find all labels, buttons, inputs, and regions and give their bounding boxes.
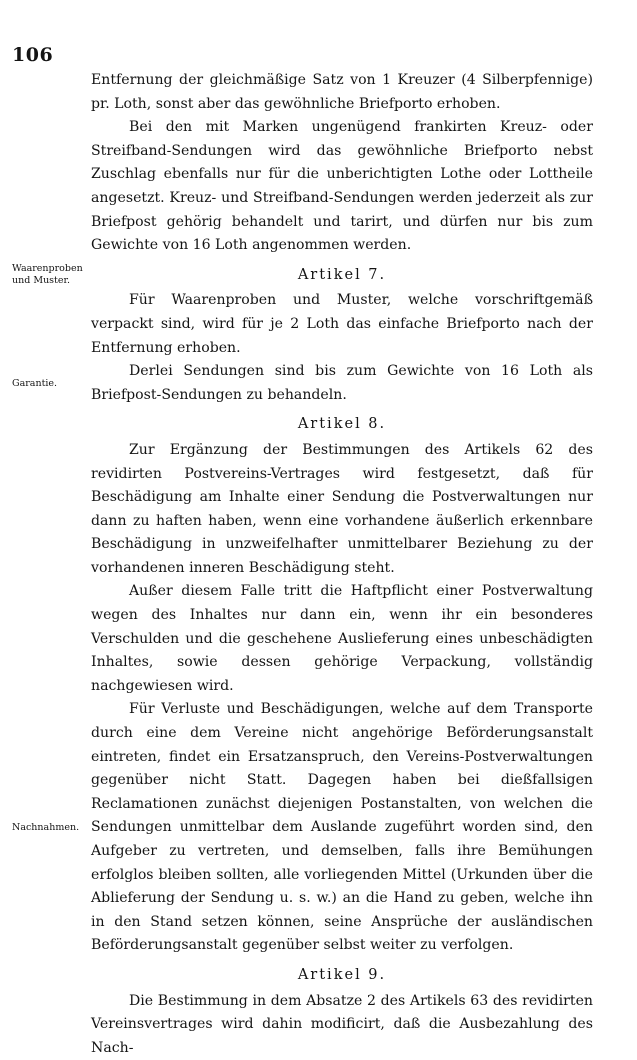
paragraph: Zur Ergänzung der Bestimmungen des Artikels 62 des revidirten Postvereins-Vertrages wird festgesetzt, daß für Beschädigung am Inhalte einer Sendung die Postverwaltungen nur dann zu haften haben, wenn eine vorhandene äußerlich erkennbare Beschädigung in unzweifelhafter unmittelbarer Beziehung zu der vorhandenen inneren Beschädigung steht.: [91, 441, 593, 576]
paragraph: Bei den mit Marken ungenügend frankirten Kreuz- oder Streifband-Sendungen wird das gewöhnliche Briefporto nebst Zuschlag ebenfalls nur für die unberichtigten Lothe oder Lottheile angesetzt. Kreuz- und Streifband-Sendungen werden jederzeit als zur Briefpost gehörig behandelt und tarirt, und dürfen nur bis zum Gewichte von 16 Loth angenommen werden.: [91, 119, 593, 254]
paragraph: Die Bestimmung in dem Absatze 2 des Artikels 63 des revidirten Vereinsvertrages wird dahin modificirt, daß die Ausbezahlung des Nach-: [91, 992, 593, 1056]
article-heading-9: Artikel 9.: [297, 966, 387, 983]
paragraph: Für Waarenproben und Muster, welche vorschriftgemäß verpackt sind, wird für je 2 Loth das einfache Briefporto nach der Entfernung erhoben.: [91, 292, 593, 356]
side-note-nachnahmen: Nachnahmen.: [12, 822, 80, 833]
side-note-garantie: Garantie.: [12, 378, 58, 389]
side-note-waarenproben: Waarenproben und Muster.: [12, 263, 83, 286]
article-heading-8: Artikel 8.: [297, 416, 387, 433]
paragraph: Derlei Sendungen sind bis zum Gewichte von 16 Loth als Briefpost-Sendungen zu behandeln.: [91, 363, 593, 403]
paragraph: Entfernung der gleichmäßige Satz von 1 Kreuzer (4 Silberpfennige) pr. Loth, sonst aber das gewöhnliche Briefporto erhoben.: [91, 72, 593, 112]
page-number: 106: [12, 44, 54, 66]
article-heading-7: Artikel 7.: [297, 266, 387, 283]
main-text: [91, 69, 593, 1060]
paragraph: Außer diesem Falle tritt die Haftpflicht einer Postverwaltung wegen des Inhaltes nur dann ein, wenn ihr ein besonderes Verschulden und die geschehene Auslieferung eines unbeschädigten Inhaltes, sowie dessen gehörige Verpackung, vollständig nachgewiesen wird.: [91, 583, 593, 694]
paragraph: Für Verluste und Beschädigungen, welche auf dem Transporte durch eine dem Vereine nicht angehörige Beförderungsanstalt eintreten, findet ein Ersatzanspruch, den Vereins-Postverwaltungen gegenüber nicht Statt. Dagegen haben bei dießfallsigen Reclamationen zunächst diejenigen Postanstalten, von welchen die Sendungen unmittelbar dem Auslande zugeführt worden sind, den Aufgeber zu vertreten, und demselben, falls ihre Bemühungen erfolglos bleiben sollten, alle vorliegenden Mittel (Urkunden über die Ablieferung der Sendung u. s. w.) an die Hand zu geben, welche ihn in den Stand setzen können, seine Ansprüche der ausländischen Beförderungsanstalt gegenüber selbst weiter zu verfolgen.: [91, 701, 593, 954]
